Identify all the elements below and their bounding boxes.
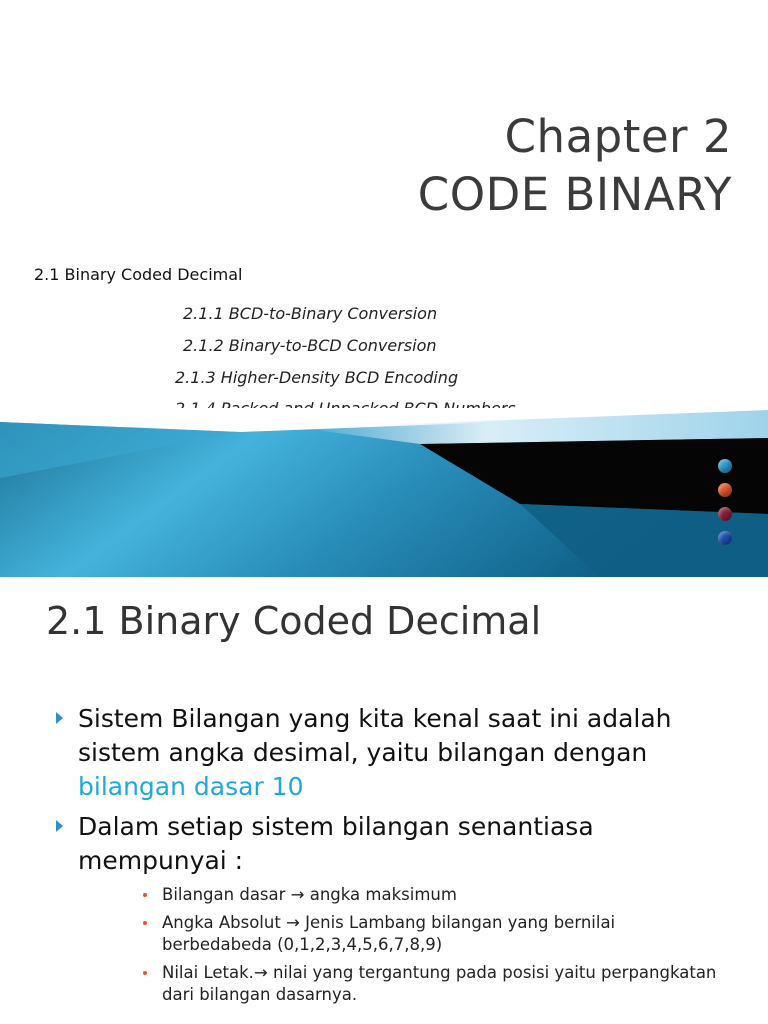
title-line-1: Chapter 2 [504, 110, 732, 163]
subsection-2: 2.1.2 Binary-to-BCD Conversion [183, 336, 437, 355]
sub-bullet-2-text: Angka Absolut → Jenis Lambang bilangan yang bernilai berbedabeda (0,1,2,3,4,5,6,7,8,9) [162, 913, 616, 954]
dot-bullet-icon [143, 921, 147, 925]
sub-bullet-3-text: Nilai Letak.→ nilai yang tergantung pada posisi yaitu perpangkatan dari bilangan dasarnya. [162, 963, 717, 1004]
blue-dot-icon [718, 531, 732, 545]
subsection-3: 2.1.3 Higher-Density BCD Encoding [175, 368, 459, 387]
bullet-2-text: Dalam setiap sistem bilangan senantiasa mempunyai : [78, 812, 594, 875]
slide-title: 2.1 Binary Coded Decimal [46, 599, 542, 643]
bullet-1-highlight: bilangan dasar 10 [78, 772, 304, 801]
bullet-1 [56, 702, 736, 804]
dot-bullet-icon [143, 971, 147, 975]
maroon-dot-icon [718, 507, 732, 521]
dot-indicators [718, 459, 732, 555]
sub-bullet-1-text: Bilangan dasar → angka maksimum [162, 885, 457, 904]
bullet-1-text: Sistem Bilangan yang kita kenal saat ini adalah sistem angka desimal, yaitu bilangan dengan [78, 704, 672, 767]
orange-dot-icon [718, 483, 732, 497]
decorative-banner [0, 408, 768, 577]
teal-dot-icon [718, 459, 732, 473]
bullet-2 [56, 810, 736, 878]
subsection-1: 2.1.1 BCD-to-Binary Conversion [183, 304, 438, 323]
section-heading: 2.1 Binary Coded Decimal [34, 265, 243, 284]
chapter-title [418, 108, 732, 224]
sub-bullet-1 [143, 884, 723, 906]
triangle-bullet-icon [56, 820, 63, 832]
sub-bullet-2 [143, 912, 723, 956]
slide-2 [0, 577, 768, 1024]
sub-bullet-3 [143, 962, 723, 1006]
triangle-bullet-icon [56, 712, 63, 724]
dot-bullet-icon [143, 893, 147, 897]
title-line-2: CODE BINARY [417, 168, 732, 221]
